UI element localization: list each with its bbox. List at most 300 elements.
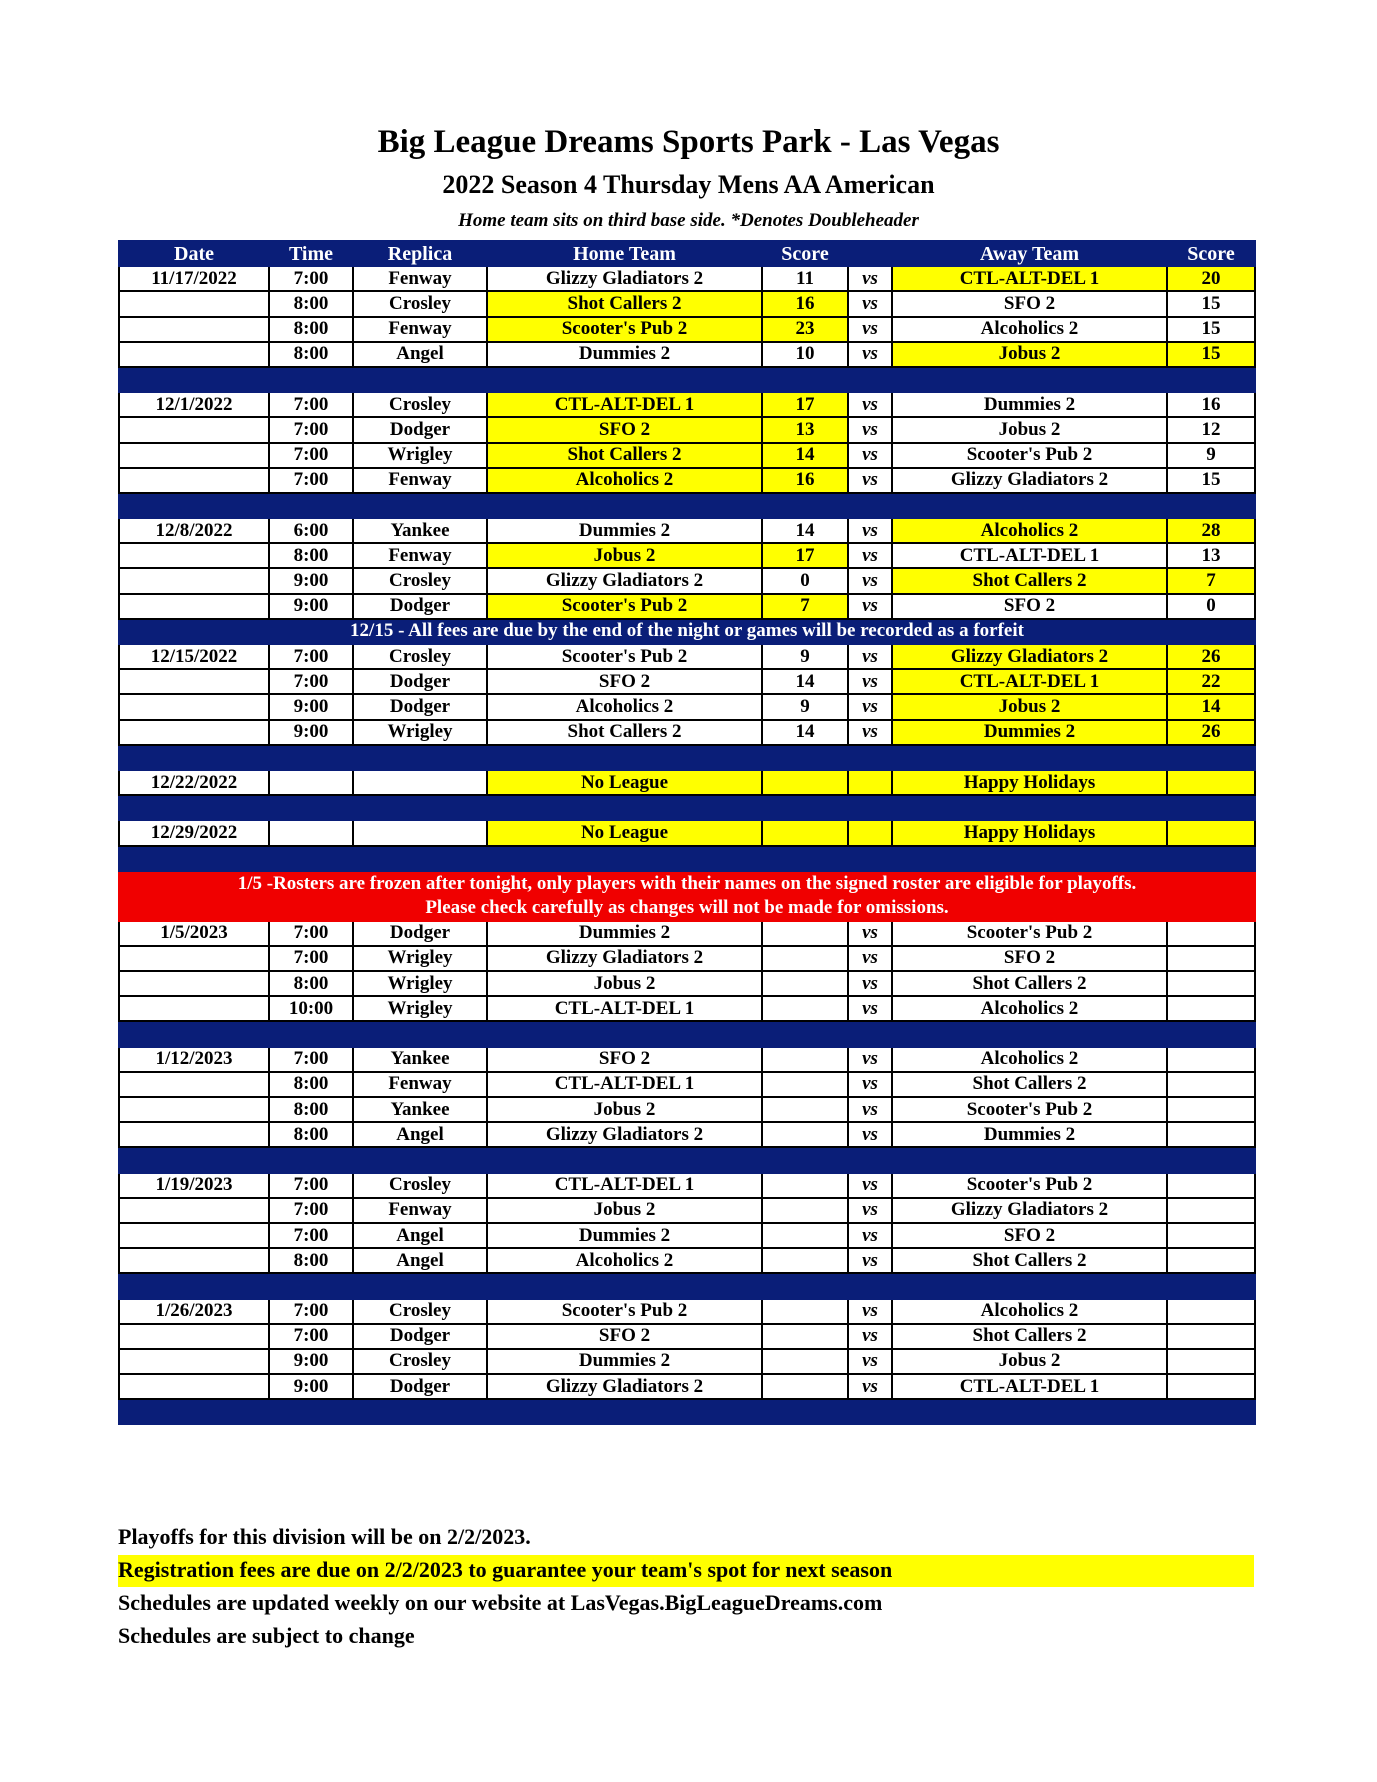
game-row (119, 1324, 1255, 1349)
separator-cell (353, 493, 487, 518)
vs-cell: vs (848, 1122, 892, 1147)
vs-cell: vs (848, 342, 892, 367)
time-cell: 9:00 (269, 694, 353, 719)
game-row (119, 644, 1255, 669)
away-score-cell (1167, 1223, 1255, 1248)
separator-cell (892, 1021, 1167, 1046)
field-cell (353, 770, 487, 795)
time-cell: 8:00 (269, 971, 353, 996)
header-row (119, 241, 1255, 266)
field-cell: Yankee (353, 1047, 487, 1072)
home-team-cell: Alcoholics 2 (487, 468, 762, 493)
away-score-cell (1167, 1198, 1255, 1223)
page-subtitle: 2022 Season 4 Thursday Mens AA American (442, 170, 935, 199)
away-score-cell: 14 (1167, 694, 1255, 719)
game-row (119, 317, 1255, 342)
field-cell: Angel (353, 342, 487, 367)
date-cell: 12/22/2022 (119, 770, 269, 795)
away-score-cell: 15 (1167, 291, 1255, 316)
away-score-cell: 20 (1167, 266, 1255, 291)
home-team-cell: CTL-ALT-DEL 1 (487, 1173, 762, 1198)
game-row (119, 417, 1255, 442)
separator-cell (487, 1273, 762, 1298)
field-cell: Fenway (353, 1072, 487, 1097)
time-cell: 7:00 (269, 1324, 353, 1349)
away-team-cell: Scooter's Pub 2 (892, 443, 1167, 468)
away-team-cell: Jobus 2 (892, 1349, 1167, 1374)
away-team-cell: Alcoholics 2 (892, 996, 1167, 1021)
away-team-cell: Shot Callers 2 (892, 971, 1167, 996)
vs-cell: vs (848, 518, 892, 543)
away-team-cell: Glizzy Gladiators 2 (892, 1198, 1167, 1223)
home-team-cell: Glizzy Gladiators 2 (487, 266, 762, 291)
separator-cell (762, 493, 848, 518)
away-score-cell: 0 (1167, 594, 1255, 619)
time-cell: 7:00 (269, 669, 353, 694)
col-header-away-score: Score (1167, 241, 1255, 266)
separator-cell (848, 493, 892, 518)
home-score-cell (762, 1324, 848, 1349)
time-cell: 8:00 (269, 291, 353, 316)
separator-cell (487, 1021, 762, 1046)
away-team-cell: CTL-ALT-DEL 1 (892, 669, 1167, 694)
time-cell: 8:00 (269, 1072, 353, 1097)
away-team-cell: Alcoholics 2 (892, 1299, 1167, 1324)
separator-cell (487, 1399, 762, 1424)
date-cell: 11/17/2022 (119, 266, 269, 291)
field-cell: Fenway (353, 1198, 487, 1223)
game-row (119, 694, 1255, 719)
field-cell: Angel (353, 1248, 487, 1273)
date-cell: 12/29/2022 (119, 820, 269, 845)
home-score-cell (762, 1374, 848, 1399)
game-row (119, 996, 1255, 1021)
separator-cell (848, 1273, 892, 1298)
away-score-cell: 9 (1167, 443, 1255, 468)
home-team-cell: SFO 2 (487, 1324, 762, 1349)
vs-cell: vs (848, 720, 892, 745)
vs-cell: vs (848, 568, 892, 593)
date-cell (119, 1248, 269, 1273)
home-team-cell: Dummies 2 (487, 342, 762, 367)
away-team-cell: Shot Callers 2 (892, 1072, 1167, 1097)
home-score-cell (762, 946, 848, 971)
date-cell (119, 417, 269, 442)
separator-cell (119, 1399, 269, 1424)
away-score-cell (1167, 1374, 1255, 1399)
date-cell (119, 594, 269, 619)
field-cell: Dodger (353, 694, 487, 719)
home-team-cell: Scooter's Pub 2 (487, 644, 762, 669)
separator-cell (1167, 493, 1255, 518)
vs-cell: vs (848, 317, 892, 342)
separator-cell (892, 846, 1167, 871)
separator-cell (269, 1147, 353, 1172)
time-cell: 8:00 (269, 543, 353, 568)
time-cell: 7:00 (269, 1223, 353, 1248)
home-score-cell: 14 (762, 443, 848, 468)
away-team-cell: Alcoholics 2 (892, 317, 1167, 342)
home-team-cell: Jobus 2 (487, 971, 762, 996)
separator-cell (848, 367, 892, 392)
field-cell: Angel (353, 1223, 487, 1248)
home-score-cell (762, 1223, 848, 1248)
date-cell (119, 317, 269, 342)
away-score-cell: 15 (1167, 468, 1255, 493)
date-cell (119, 694, 269, 719)
date-cell (119, 1324, 269, 1349)
page-title: Big League Dreams Sports Park - Las Vegas (377, 124, 1000, 160)
home-score-cell: 10 (762, 342, 848, 367)
home-score-cell (762, 1299, 848, 1324)
home-score-cell: 11 (762, 266, 848, 291)
time-cell: 7:00 (269, 1047, 353, 1072)
away-score-cell: 26 (1167, 720, 1255, 745)
holiday-message: Happy Holidays (892, 820, 1167, 845)
separator-cell (269, 1273, 353, 1298)
col-header-home-team: Home Team (487, 241, 762, 266)
home-team-cell: Glizzy Gladiators 2 (487, 568, 762, 593)
date-cell (119, 468, 269, 493)
time-cell: 9:00 (269, 568, 353, 593)
home-team-cell: Shot Callers 2 (487, 443, 762, 468)
time-cell (269, 770, 353, 795)
home-team-cell: Jobus 2 (487, 1198, 762, 1223)
away-score-cell (1167, 820, 1255, 845)
game-row (119, 1349, 1255, 1374)
game-row (119, 291, 1255, 316)
home-team-cell: Scooter's Pub 2 (487, 594, 762, 619)
home-team-cell: Jobus 2 (487, 543, 762, 568)
separator-cell (353, 1273, 487, 1298)
date-cell (119, 291, 269, 316)
date-cell (119, 443, 269, 468)
time-cell: 8:00 (269, 1122, 353, 1147)
home-score-cell (762, 1248, 848, 1273)
home-score-cell: 23 (762, 317, 848, 342)
game-row (119, 1248, 1255, 1273)
vs-cell: vs (848, 417, 892, 442)
home-team-cell: SFO 2 (487, 1047, 762, 1072)
schedule-table (118, 240, 1256, 1425)
home-score-cell: 9 (762, 644, 848, 669)
separator-cell (892, 1147, 1167, 1172)
home-score-cell (762, 1349, 848, 1374)
time-cell: 7:00 (269, 1299, 353, 1324)
time-cell: 7:00 (269, 443, 353, 468)
home-score-cell (762, 921, 848, 946)
separator-cell (269, 1399, 353, 1424)
separator-cell (762, 367, 848, 392)
separator-row (119, 493, 1255, 518)
separator-cell (762, 1147, 848, 1172)
field-cell: Wrigley (353, 996, 487, 1021)
home-team-cell: Shot Callers 2 (487, 720, 762, 745)
date-cell: 1/5/2023 (119, 921, 269, 946)
separator-cell (1167, 795, 1255, 820)
away-score-cell (1167, 1047, 1255, 1072)
field-cell: Dodger (353, 669, 487, 694)
away-team-cell: Shot Callers 2 (892, 1248, 1167, 1273)
time-cell: 8:00 (269, 317, 353, 342)
separator-cell (1167, 1021, 1255, 1046)
away-team-cell: SFO 2 (892, 946, 1167, 971)
time-cell: 10:00 (269, 996, 353, 1021)
field-cell: Crosley (353, 1299, 487, 1324)
field-cell: Fenway (353, 468, 487, 493)
separator-cell (487, 493, 762, 518)
home-score-cell: 17 (762, 543, 848, 568)
col-header-time: Time (269, 241, 353, 266)
date-cell (119, 1072, 269, 1097)
field-cell: Angel (353, 1122, 487, 1147)
home-team-cell: Dummies 2 (487, 1349, 762, 1374)
roster-alert-line-2: Please check carefully as changes will not be made for omissions. (425, 896, 949, 918)
separator-cell (269, 795, 353, 820)
field-cell: Wrigley (353, 971, 487, 996)
away-score-cell: 15 (1167, 317, 1255, 342)
separator-row (119, 1021, 1255, 1046)
away-team-cell: CTL-ALT-DEL 1 (892, 1374, 1167, 1399)
separator-cell (1167, 745, 1255, 770)
date-cell (119, 996, 269, 1021)
home-score-cell: 7 (762, 594, 848, 619)
separator-cell (1167, 846, 1255, 871)
vs-cell: vs (848, 1173, 892, 1198)
separator-cell (892, 493, 1167, 518)
game-row (119, 543, 1255, 568)
fee-notice: 12/15 - All fees are due by the end of the night or games will be recorded as a forfeit (119, 619, 1255, 644)
vs-cell: vs (848, 1072, 892, 1097)
game-row (119, 720, 1255, 745)
game-row (119, 443, 1255, 468)
separator-cell (119, 1273, 269, 1298)
away-score-cell (1167, 996, 1255, 1021)
separator-cell (269, 493, 353, 518)
away-team-cell: CTL-ALT-DEL 1 (892, 543, 1167, 568)
time-cell: 9:00 (269, 1374, 353, 1399)
home-score-cell: 16 (762, 291, 848, 316)
away-score-cell (1167, 1097, 1255, 1122)
game-row (119, 518, 1255, 543)
date-cell (119, 946, 269, 971)
vs-cell: vs (848, 669, 892, 694)
away-team-cell: Dummies 2 (892, 392, 1167, 417)
home-score-cell: 17 (762, 392, 848, 417)
away-team-cell: Dummies 2 (892, 720, 1167, 745)
vs-cell: vs (848, 1374, 892, 1399)
field-cell: Yankee (353, 518, 487, 543)
field-cell: Crosley (353, 644, 487, 669)
away-score-cell (1167, 921, 1255, 946)
away-score-cell: 13 (1167, 543, 1255, 568)
separator-cell (353, 1147, 487, 1172)
home-score-cell (762, 1097, 848, 1122)
separator-cell (848, 1147, 892, 1172)
separator-cell (1167, 1399, 1255, 1424)
vs-cell: vs (848, 543, 892, 568)
vs-cell: vs (848, 946, 892, 971)
vs-cell: vs (848, 694, 892, 719)
vs-cell: vs (848, 266, 892, 291)
home-score-cell (762, 770, 848, 795)
time-cell: 7:00 (269, 1198, 353, 1223)
field-cell: Crosley (353, 1173, 487, 1198)
col-header-vs (848, 241, 892, 266)
alert-row (119, 871, 1255, 921)
separator-cell (353, 1021, 487, 1046)
schedule-body (119, 241, 1255, 1424)
home-score-cell: 16 (762, 468, 848, 493)
away-score-cell: 26 (1167, 644, 1255, 669)
game-row (119, 1047, 1255, 1072)
vs-cell: vs (848, 594, 892, 619)
separator-cell (848, 1021, 892, 1046)
separator-cell (119, 1147, 269, 1172)
time-cell: 7:00 (269, 644, 353, 669)
separator-cell (269, 367, 353, 392)
date-cell (119, 1097, 269, 1122)
home-team-cell: Alcoholics 2 (487, 1248, 762, 1273)
separator-cell (119, 745, 269, 770)
game-row (119, 1173, 1255, 1198)
date-cell: 1/19/2023 (119, 1173, 269, 1198)
separator-cell (848, 846, 892, 871)
separator-cell (119, 367, 269, 392)
date-cell (119, 1349, 269, 1374)
game-row (119, 1072, 1255, 1097)
field-cell: Dodger (353, 1324, 487, 1349)
time-cell: 8:00 (269, 342, 353, 367)
vs-cell: vs (848, 291, 892, 316)
field-cell: Dodger (353, 921, 487, 946)
vs-cell: vs (848, 921, 892, 946)
separator-cell (487, 1147, 762, 1172)
holiday-row (119, 820, 1255, 845)
home-team-cell: CTL-ALT-DEL 1 (487, 1072, 762, 1097)
roster-alert (119, 871, 1255, 921)
seating-note: Home team sits on third base side. *Denotes Doubleheader (458, 210, 919, 231)
home-score-cell: 0 (762, 568, 848, 593)
separator-cell (353, 1399, 487, 1424)
home-score-cell (762, 971, 848, 996)
notice-row (119, 619, 1255, 644)
field-cell: Fenway (353, 317, 487, 342)
away-score-cell: 28 (1167, 518, 1255, 543)
away-score-cell: 15 (1167, 342, 1255, 367)
separator-cell (762, 745, 848, 770)
away-team-cell: Alcoholics 2 (892, 518, 1167, 543)
field-cell: Crosley (353, 291, 487, 316)
separator-cell (487, 795, 762, 820)
vs-cell (848, 770, 892, 795)
field-cell: Crosley (353, 568, 487, 593)
separator-cell (1167, 1147, 1255, 1172)
game-row (119, 1122, 1255, 1147)
game-row (119, 971, 1255, 996)
separator-cell (848, 795, 892, 820)
vs-cell: vs (848, 1324, 892, 1349)
home-score-cell (762, 1122, 848, 1147)
date-cell (119, 971, 269, 996)
away-score-cell (1167, 1248, 1255, 1273)
roster-alert-line-1: 1/5 -Rosters are frozen after tonight, only players with their names on the signed roster are eligible for playoffs. (237, 872, 1137, 894)
home-score-cell (762, 1173, 848, 1198)
game-row (119, 594, 1255, 619)
away-team-cell: Jobus 2 (892, 694, 1167, 719)
vs-cell: vs (848, 1047, 892, 1072)
separator-cell (487, 745, 762, 770)
away-team-cell: Glizzy Gladiators 2 (892, 468, 1167, 493)
away-team-cell: SFO 2 (892, 291, 1167, 316)
field-cell: Dodger (353, 594, 487, 619)
col-header-home-score: Score (762, 241, 848, 266)
time-cell: 9:00 (269, 594, 353, 619)
field-cell: Wrigley (353, 720, 487, 745)
away-team-cell: SFO 2 (892, 594, 1167, 619)
separator-cell (353, 795, 487, 820)
away-score-cell: 16 (1167, 392, 1255, 417)
date-cell: 1/26/2023 (119, 1299, 269, 1324)
separator-row (119, 846, 1255, 871)
field-cell: Dodger (353, 417, 487, 442)
separator-cell (487, 367, 762, 392)
away-score-cell (1167, 971, 1255, 996)
time-cell: 7:00 (269, 468, 353, 493)
time-cell: 7:00 (269, 392, 353, 417)
time-cell: 7:00 (269, 417, 353, 442)
home-team-cell: Shot Callers 2 (487, 291, 762, 316)
home-team-cell: Dummies 2 (487, 921, 762, 946)
game-row (119, 266, 1255, 291)
field-cell: Fenway (353, 266, 487, 291)
separator-row (119, 367, 1255, 392)
vs-cell: vs (848, 1349, 892, 1374)
website-note: Schedules are updated weekly on our website at LasVegas.BigLeagueDreams.com (118, 1590, 883, 1615)
field-cell: Crosley (353, 1349, 487, 1374)
separator-cell (119, 795, 269, 820)
col-header-away-team: Away Team (892, 241, 1167, 266)
away-team-cell: Dummies 2 (892, 1122, 1167, 1147)
date-cell (119, 669, 269, 694)
separator-cell (353, 745, 487, 770)
col-header-replica: Replica (353, 241, 487, 266)
home-team-cell: Glizzy Gladiators 2 (487, 1122, 762, 1147)
date-cell (119, 543, 269, 568)
separator-row (119, 1399, 1255, 1424)
separator-cell (892, 745, 1167, 770)
time-cell (269, 820, 353, 845)
time-cell: 8:00 (269, 1248, 353, 1273)
game-row (119, 946, 1255, 971)
vs-cell (848, 820, 892, 845)
away-team-cell: Shot Callers 2 (892, 568, 1167, 593)
away-team-cell: Jobus 2 (892, 417, 1167, 442)
separator-cell (487, 846, 762, 871)
time-cell: 7:00 (269, 1173, 353, 1198)
home-team-cell: Glizzy Gladiators 2 (487, 946, 762, 971)
away-score-cell (1167, 1324, 1255, 1349)
field-cell: Fenway (353, 543, 487, 568)
away-score-cell: 12 (1167, 417, 1255, 442)
vs-cell: vs (848, 971, 892, 996)
separator-cell (762, 1399, 848, 1424)
separator-cell (1167, 367, 1255, 392)
away-team-cell: CTL-ALT-DEL 1 (892, 266, 1167, 291)
home-team-cell: Dummies 2 (487, 518, 762, 543)
separator-cell (119, 493, 269, 518)
time-cell: 8:00 (269, 1097, 353, 1122)
